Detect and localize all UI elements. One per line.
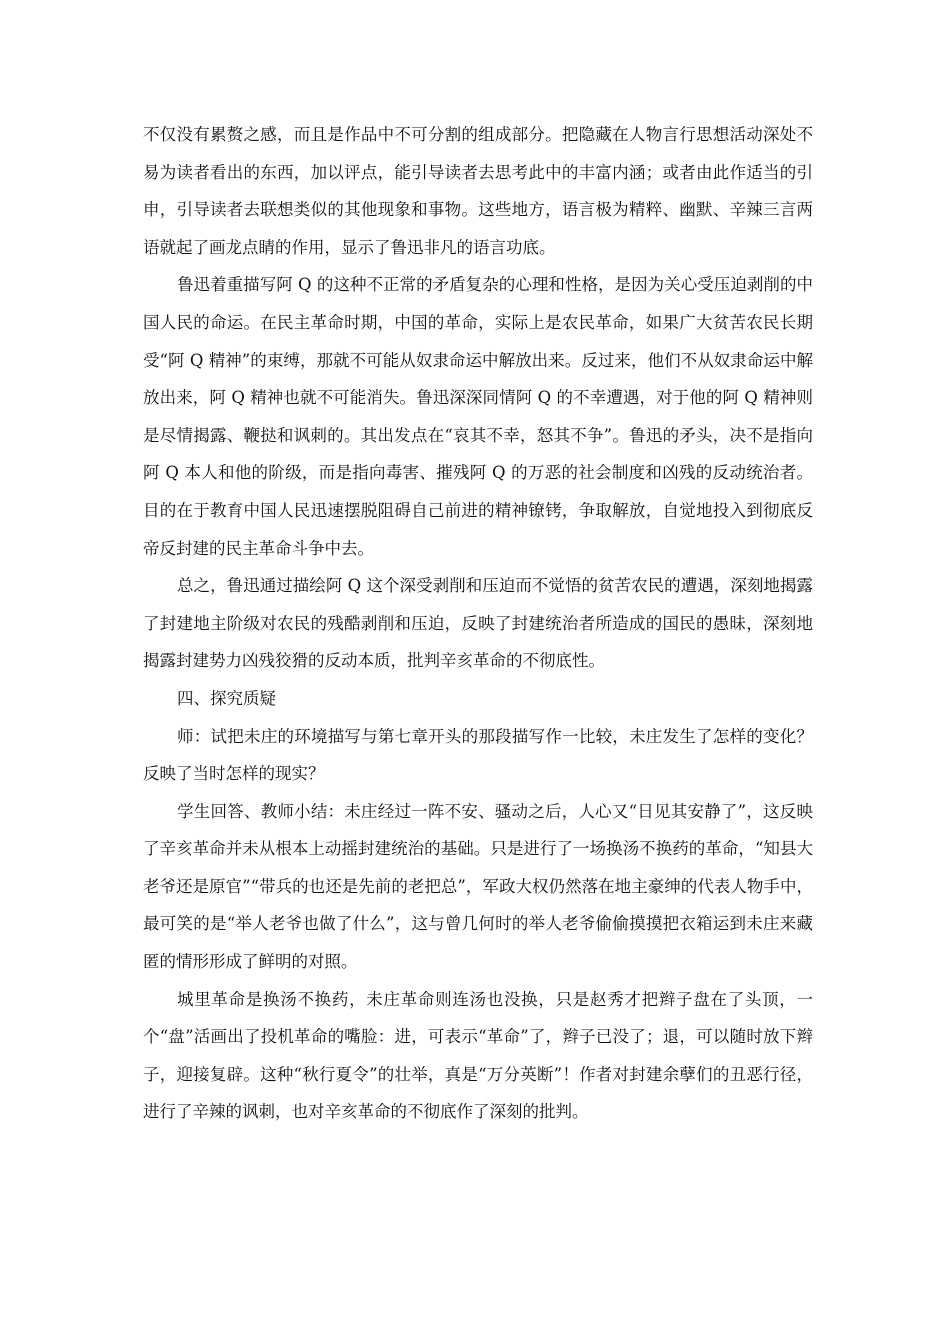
paragraph-student-answer: 学生回答、教师小结：未庄经过一阵不安、骚动之后，人心又“日见其安静了”，这反映了辛亥革命并未从根本上动摇封建统治的基础。只是进行了一场换汤不换药的革命，“知县大老爷还是原官”“带兵的也还是先前的老把总”，军政大权仍然落在地主豪绅的代表人物手中，最可笑的是“举人老爷也做了什么”，这与曾几何时的举人老爷偷偷摸摸把衣箱运到未庄来藏匿的情形形成了鲜明的对照。 [143, 801, 813, 972]
paragraph-continuation: 不仅没有累赘之感，而且是作品中不可分割的组成部分。把隐藏在人物言行思想活动深处不易为读者看出的东西，加以评点，能引导读者去思考此中的丰富内涵；或者由此作适当的引申，引导读者去联想类似的其他现象和事物。这些地方，语言极为精粹、幽默、辛辣三言两语就起了画龙点睛的作用，显示了鲁迅非凡的语言功底。 [143, 125, 813, 257]
paragraph-summary: 总之，鲁迅通过描绘阿 Q 这个深受剥削和压迫而不觉悟的贫苦农民的遭遇，深刻地揭露了封建地主阶级对农民的残酷剥削和压迫，反映了封建统治者所造成的国民的愚昧，深刻地揭露封建势力凶残狡猾的反动本质，批判辛亥革命的不彻底性。 [143, 576, 813, 671]
paragraph-teacher-question: 师：试把未庄的环境描写与第七章开头的那段描写作一比较，未庄发生了怎样的变化？反映了当时怎样的现实？ [143, 726, 813, 784]
document-page [143, 116, 813, 1131]
paragraph-city-revolution: 城里革命是换汤不换药，未庄革命则连汤也没换，只是赵秀才把辫子盘在了头顶，一个“盘”活画出了投机革命的嘴脸：进，可表示“革命”了，辫子已没了；退，可以随时放下辫子，迎接复辟。这种“秋行夏令”的壮举，真是“万分英断”！作者对封建余孽们的丑恶行径，进行了辛辣的讽刺，也对辛亥革命的不彻底作了深刻的批判。 [143, 989, 813, 1122]
paragraph-ahq-spirit: 鲁迅着重描写阿 Q 的这种不正常的矛盾复杂的心理和性格，是因为关心受压迫剥削的中国人民的命运。在民主革命时期，中国的革命，实际上是农民革命，如果广大贫苦农民长期受“阿 Q 精神”的束缚，那就不可能从奴隶命运中解放出来。反过来，他们不从奴隶命运中解放出来，阿 Q 精神也就不可能消失。鲁迅深深同情阿 Q 的不幸遭遇，对于他的阿 Q 精神则是尽情揭露、鞭挞和讽刺的。其出发点在“哀其不幸，怒其不争”。鲁迅的矛头，决不是指向阿 Q 本人和他的阶级，而是指向毒害、摧残阿 Q 的万恶的社会制度和凶残的反动统治者。目的在于教育中国人民迅速摆脱阻碍自己前进的精神镣铐，争取解放，自觉地投入到彻底反帝反封建的民主革命斗争中去。 [143, 275, 813, 558]
section-heading: 四、探究质疑 [177, 688, 276, 708]
